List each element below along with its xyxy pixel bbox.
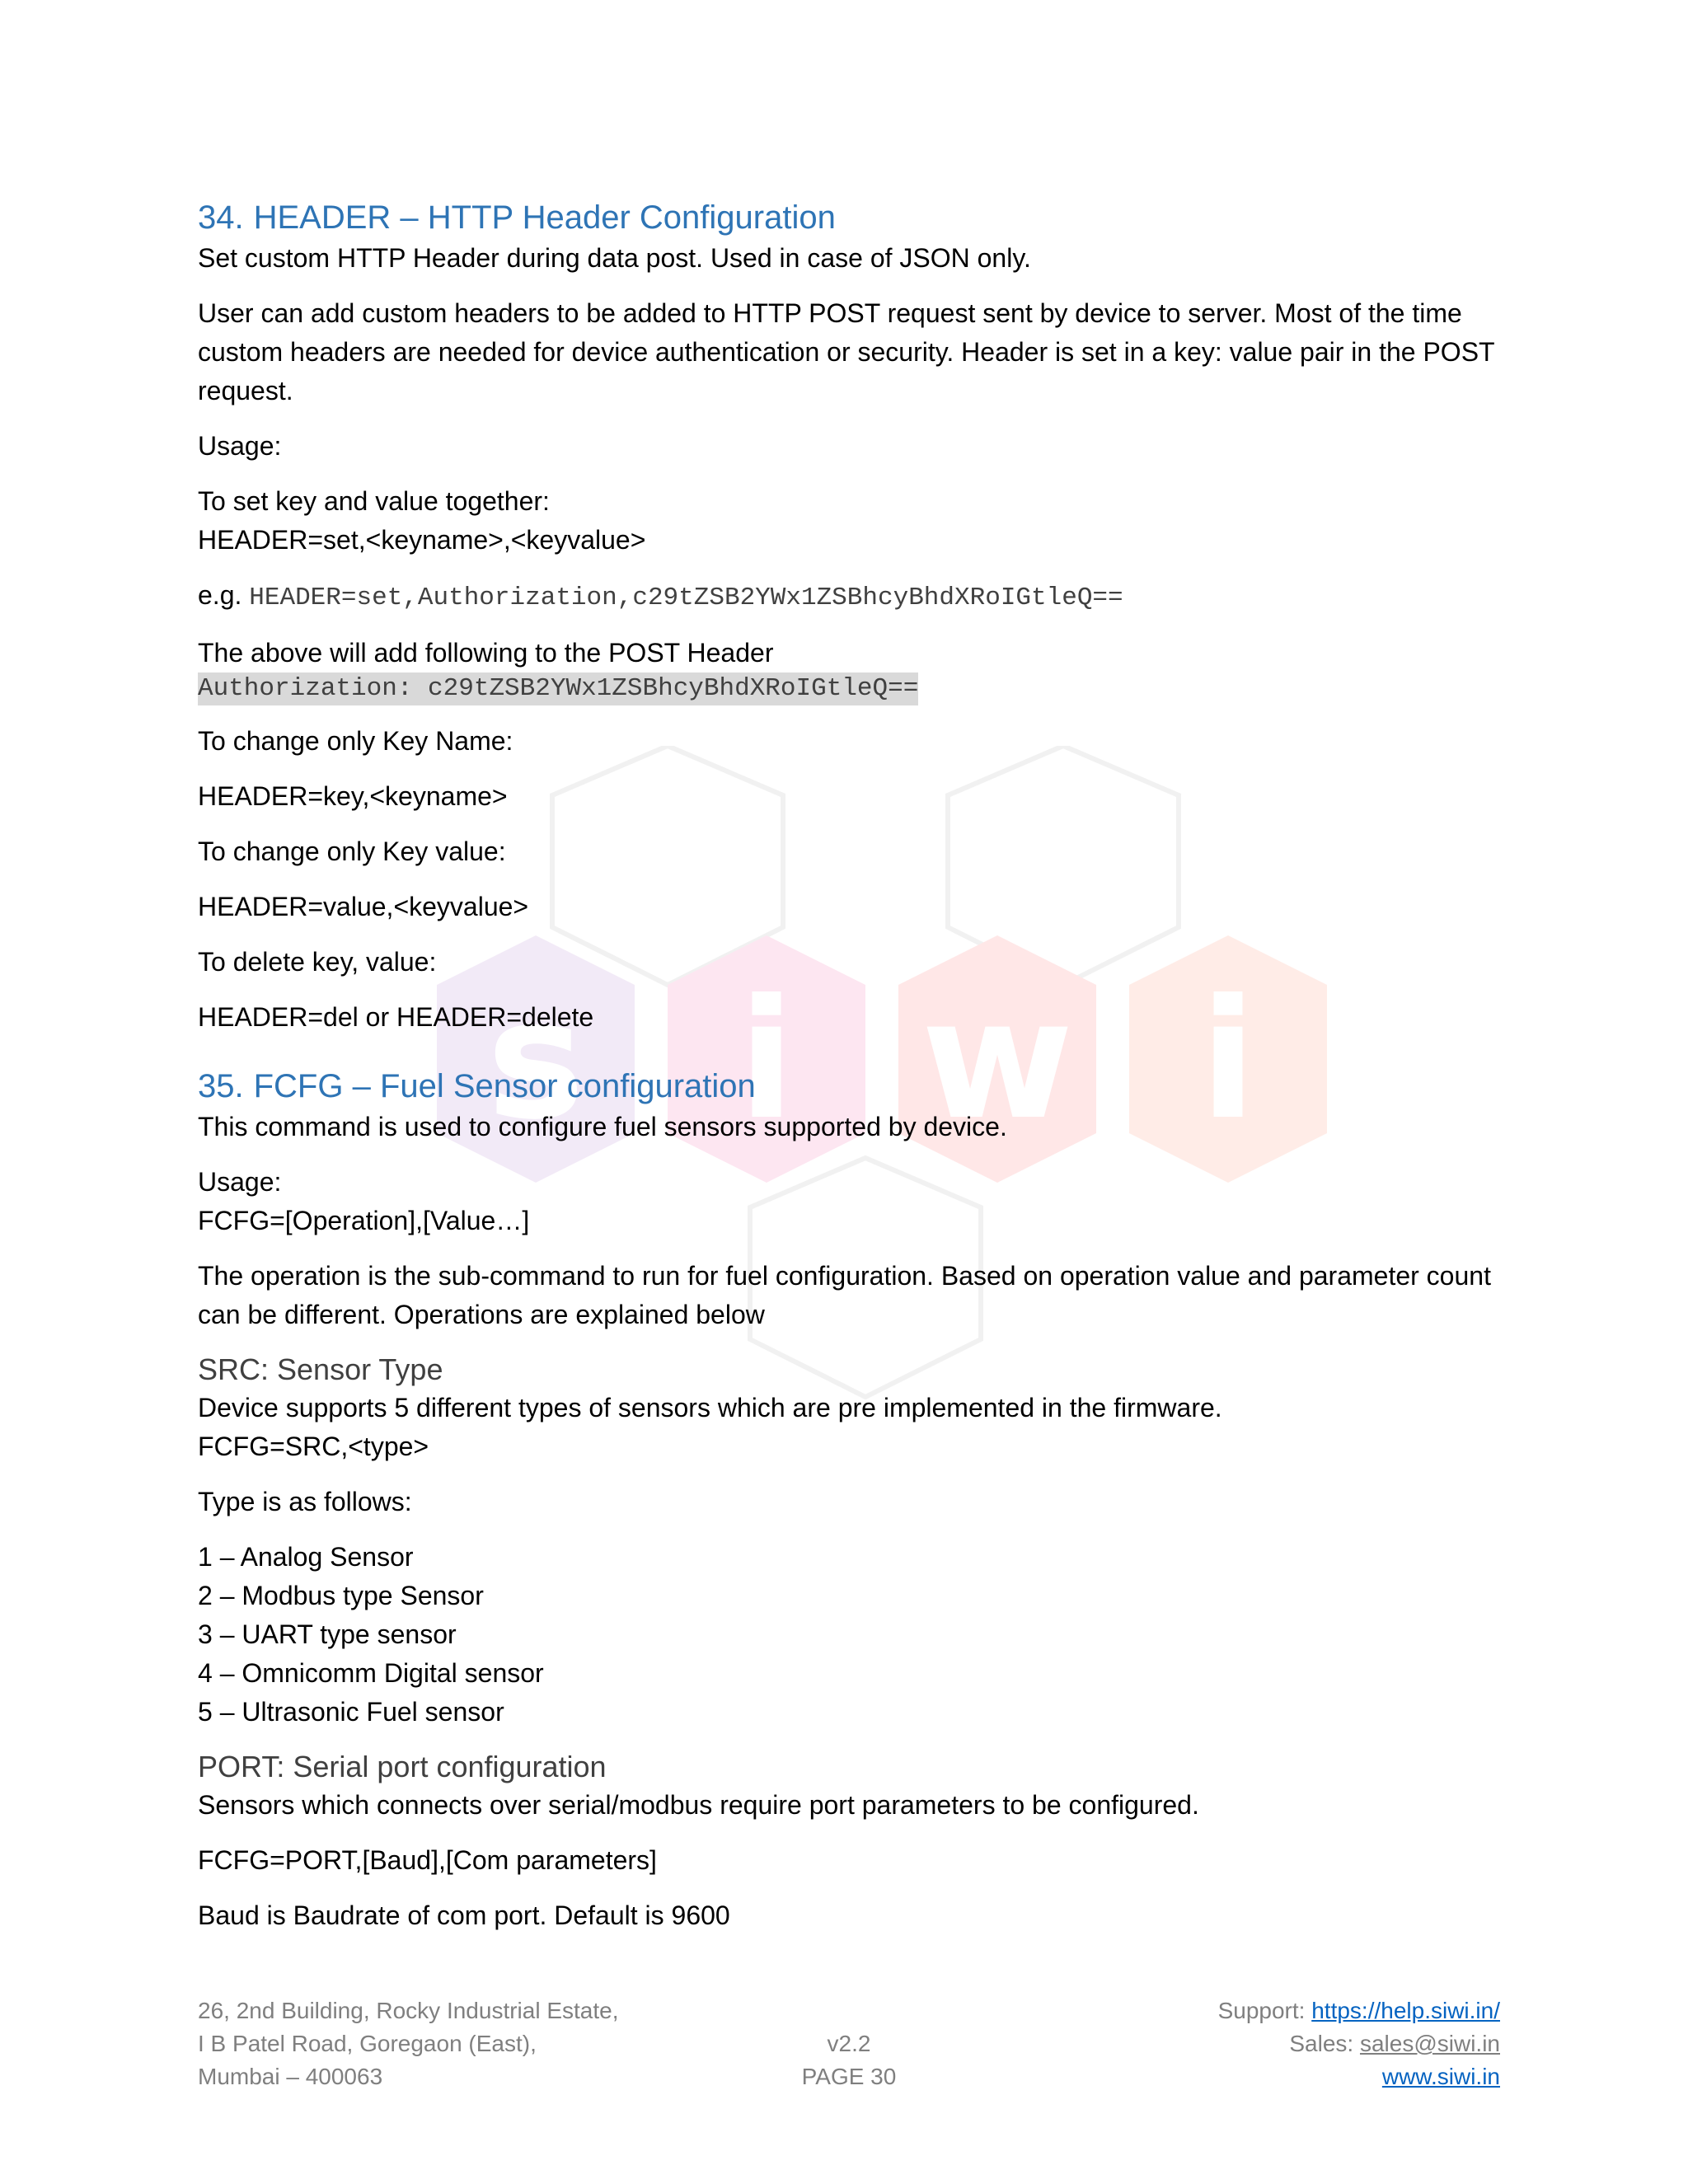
section-34-usage-label: Usage:: [198, 431, 282, 461]
example-prefix: e.g.: [198, 580, 250, 610]
page-footer: [198, 1994, 1500, 2102]
section-34-intro: Set custom HTTP Header during data post. Used in case of JSON only.: [198, 243, 1031, 273]
src-description: Device supports 5 different types of sensors which are pre implemented in the firmware.: [198, 1393, 1222, 1422]
example-line: [198, 576, 1500, 617]
src-subheading: SRC: Sensor Type: [198, 1352, 443, 1386]
watermark-letter-s: s: [486, 964, 585, 1156]
support-link[interactable]: https://help.siwi.in/: [1311, 1998, 1500, 2023]
support-label: Support:: [1217, 1998, 1312, 2023]
footer-contacts: [1218, 1994, 1500, 2093]
list-item: 4 – Omnicomm Digital sensor: [198, 1658, 544, 1688]
sales-label: Sales:: [1289, 2031, 1360, 2056]
watermark-letter-i2: i: [1199, 964, 1257, 1156]
section-35-usage-label: Usage:: [198, 1167, 282, 1197]
address-line-2: I B Patel Road, Goregaon (East),: [198, 2031, 537, 2056]
change-key-value-command: HEADER=value,<keyvalue>: [198, 892, 529, 921]
section-35-heading: [198, 1065, 1500, 1108]
address-line-3: Mumbai – 400063: [198, 2064, 383, 2089]
src-command: FCFG=SRC,<type>: [198, 1432, 429, 1461]
document-body: [198, 196, 1500, 1952]
change-key-name-label: To change only Key Name:: [198, 726, 513, 756]
watermark-letter-i1: i: [738, 964, 795, 1156]
operation-description: The operation is the sub-command to run for fuel configuration. Based on operation value and parameter count can be different. Operations are explained below: [198, 1261, 1491, 1329]
post-header-note: The above will add following to the POST Header: [198, 638, 774, 668]
baud-description: Baud is Baudrate of com port. Default is 9600: [198, 1900, 730, 1930]
list-item: 5 – Ultrasonic Fuel sensor: [198, 1697, 504, 1727]
website-link[interactable]: www.siwi.in: [1381, 2064, 1500, 2089]
change-key-value-label: To change only Key value:: [198, 837, 506, 866]
set-key-value-label: To set key and value together:: [198, 486, 550, 516]
delete-command: HEADER=del or HEADER=delete: [198, 1002, 594, 1032]
section-35-title: FCFG – Fuel Sensor configuration: [253, 1068, 756, 1104]
port-subheading: PORT: Serial port configuration: [198, 1750, 607, 1783]
post-header-code: Authorization: c29tZSB2YWx1ZSBhcyBhdXRoIGtleQ==: [198, 673, 918, 705]
delete-label: To delete key, value:: [198, 947, 437, 977]
port-command: FCFG=PORT,[Baud],[Com parameters]: [198, 1845, 657, 1875]
list-item: 1 – Analog Sensor: [198, 1542, 414, 1572]
section-34-number: 34.: [198, 199, 244, 236]
sales-email-link[interactable]: sales@siwi.in: [1359, 2031, 1500, 2056]
section-35-intro: This command is used to configure fuel sensors supported by device.: [198, 1112, 1007, 1141]
list-item: 2 – Modbus type Sensor: [198, 1581, 484, 1610]
set-key-value-command: HEADER=set,<keyname>,<keyvalue>: [198, 525, 646, 555]
list-item: 3 – UART type sensor: [198, 1619, 457, 1649]
sensor-type-list: [198, 1538, 1500, 1732]
section-35-usage-command: FCFG=[Operation],[Value…]: [198, 1206, 530, 1235]
example-code: HEADER=set,Authorization,c29tZSB2YWx1ZSBhcyBhdXRoIGtleQ==: [249, 583, 1123, 612]
change-key-name-command: HEADER=key,<keyname>: [198, 781, 508, 811]
port-description: Sensors which connects over serial/modbus require port parameters to be configured.: [198, 1790, 1199, 1820]
section-34-description: User can add custom headers to be added to HTTP POST request sent by device to server. Most of the time custom headers are needed for device authentication or security. Header is set in a key: value pair in the POST request.: [198, 298, 1494, 405]
watermark-letter-w: w: [921, 964, 1074, 1156]
section-35-number: 35.: [198, 1068, 244, 1104]
section-34-title: HEADER – HTTP Header Configuration: [253, 199, 836, 236]
address-line-1: 26, 2nd Building, Rocky Industrial Estate,: [198, 1998, 619, 2023]
footer-page-number: PAGE 30: [801, 2064, 897, 2089]
type-list-label: Type is as follows:: [198, 1487, 412, 1516]
footer-version: v2.2: [827, 2031, 871, 2056]
section-34-heading: [198, 196, 1500, 239]
